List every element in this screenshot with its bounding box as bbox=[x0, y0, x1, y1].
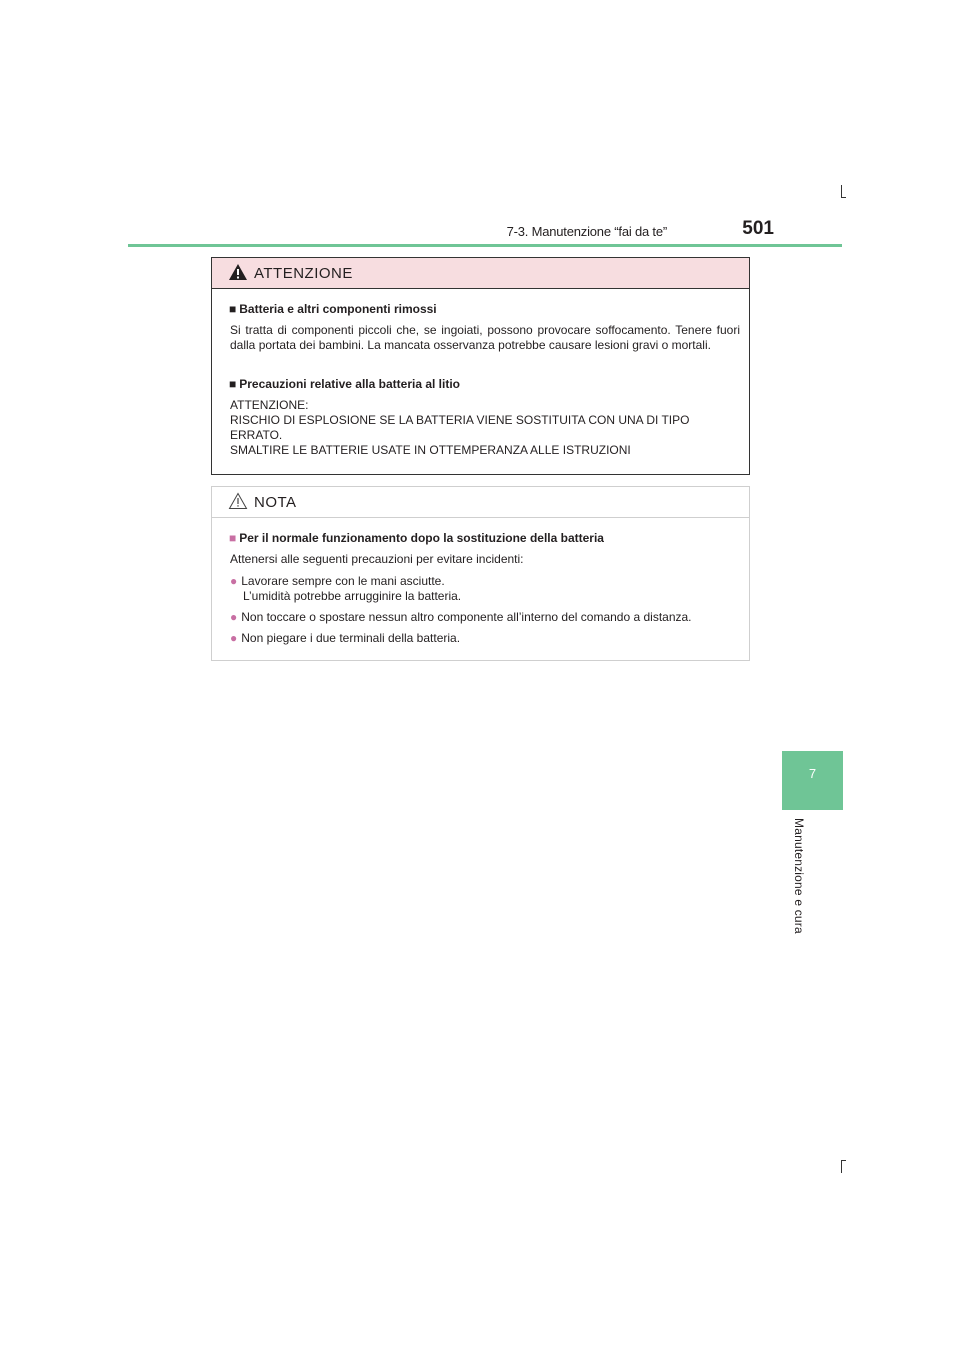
note-intro: Attenersi alle seguenti precauzioni per evitare incidenti: bbox=[230, 552, 524, 566]
crop-mark-bottom bbox=[841, 1160, 842, 1173]
warning-item-heading: ■ Batteria e altri componenti rimossi bbox=[229, 302, 437, 316]
list-item: ● Lavorare sempre con le mani asciutte. L’umidità potrebbe arrugginire la batteria. bbox=[230, 574, 462, 603]
lithium-warning-line: ATTENZIONE: bbox=[230, 398, 309, 412]
warning-item-heading: ■ Precauzioni relative alla batteria al litio bbox=[229, 377, 461, 391]
dot-bullet-icon: ● bbox=[230, 631, 238, 645]
lithium-warning-line: SMALTIRE LE BATTERIE USATE IN OTTEMPERANZA ALLE ISTRUZIONI bbox=[230, 443, 631, 457]
note-box bbox=[211, 486, 750, 661]
square-bullet-icon: ■ bbox=[229, 302, 237, 316]
square-bullet-icon: ■ bbox=[229, 531, 237, 545]
note-box-title: NOTA bbox=[254, 494, 297, 511]
dot-bullet-icon: ● bbox=[230, 610, 238, 624]
list-item: ● Non piegare i due terminali della batteria. bbox=[230, 631, 461, 645]
note-heading: ■ Per il normale funzionamento dopo la sostituzione della batteria bbox=[229, 531, 604, 545]
chapter-label: Manutenzione e cura bbox=[792, 818, 806, 934]
page-number: 501 bbox=[742, 218, 774, 239]
section-title: 7-3. Manutenzione “fai da te” bbox=[506, 224, 667, 239]
list-item: ● Non toccare o spostare nessun altro componente all’interno del comando a distanza. bbox=[230, 610, 692, 624]
warning-box bbox=[211, 257, 750, 475]
crop-mark-top-foot bbox=[841, 197, 846, 198]
caution-triangle-icon bbox=[228, 492, 248, 510]
warning-box-header bbox=[212, 258, 749, 289]
warning-item-text: Si tratta di componenti piccoli che, se ingoiati, possono provocare soffocamento. Tenere fuori dalla portata dei bambini. La mancata osservanza potrebbe causare lesioni gravi o mortali. bbox=[230, 323, 740, 352]
note-box-header bbox=[212, 487, 749, 518]
warning-box-title: ATTENZIONE bbox=[254, 265, 353, 282]
crop-mark-bottom-foot bbox=[841, 1160, 846, 1161]
page-header bbox=[128, 210, 842, 244]
dot-bullet-icon: ● bbox=[230, 574, 238, 588]
chapter-number: 7 bbox=[808, 766, 817, 781]
lithium-warning-line: RISCHIO DI ESPLOSIONE SE LA BATTERIA VIENE SOSTITUITA CON UNA DI TIPO ERRATO. bbox=[230, 413, 690, 442]
warning-triangle-icon bbox=[228, 263, 248, 281]
chapter-tab bbox=[782, 751, 843, 810]
square-bullet-icon: ■ bbox=[229, 377, 237, 391]
header-rule bbox=[128, 244, 842, 247]
lithium-warning-text bbox=[230, 398, 740, 458]
